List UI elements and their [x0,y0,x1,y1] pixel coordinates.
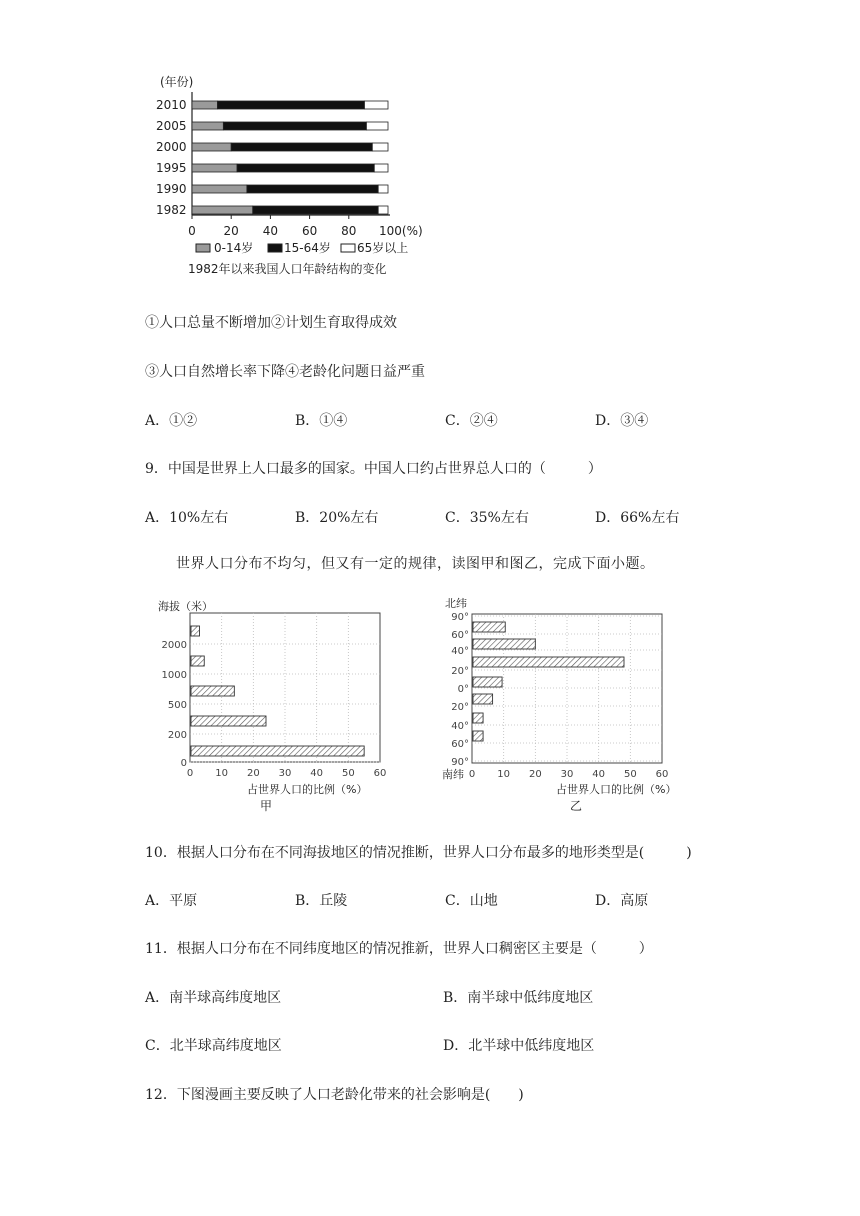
legend-label-65plus: 65岁以上 [357,241,409,255]
q10-option-a[interactable]: A．平原 [145,893,198,909]
age-bar-segment [253,206,378,214]
q12-stem: 12．下图漫画主要反映了人口老龄化带来的社会影响是( ) [145,1087,524,1103]
alt-bar [191,716,266,726]
lat-y-tick-label: 40° [451,646,469,657]
q10-option-d[interactable]: D．高原 [595,893,649,909]
q11-option-d[interactable]: D．北半球中低纬度地区 [443,1038,595,1054]
lat-bar [473,694,493,704]
altitude-chart-caption: 甲 [260,799,273,813]
q9-stem: 9．中国是世界上人口最多的国家。中国人口约占世界总人口的（ ） [145,461,602,477]
age-chart-caption: 1982年以来我国人口年龄结构的变化 [188,262,387,276]
q8-option-c[interactable]: C．②④ [445,413,498,429]
legend-swatch-15-64 [268,244,282,252]
latitude-chart-north-label: 北纬 [445,597,467,610]
q10-stem: 10．根据人口分布在不同海拔地区的情况推断，世界人口分布最多的地形类型是( ) [145,845,692,861]
alt-x-tick-label: 0 [186,768,194,779]
q10-option-c[interactable]: C．山地 [445,893,498,909]
age-year-label: 1995 [156,161,187,175]
lat-bar [473,677,502,687]
age-bar-segment [223,122,366,130]
lat-x-tick-label: 30 [560,769,574,780]
alt-y-tick-label: 0 [180,758,187,769]
lat-x-tick-label: 0 [468,769,476,780]
alt-x-tick-label: 30 [278,768,292,779]
latitude-chart-south-label: 南纬 [442,768,464,781]
q11-option-c[interactable]: C．北半球高纬度地区 [145,1038,282,1054]
alt-y-tick-label: 1000 [161,670,187,681]
lat-x-tick-label: 40 [592,769,606,780]
age-chart-x-unit: 100(%) [379,224,423,238]
alt-bar [191,626,200,636]
latitude-chart-caption: 乙 [570,799,583,813]
alt-x-tick-label: 60 [373,768,387,779]
q8-statement-2: ③人口自然增长率下降④老龄化问题日益严重 [145,364,425,380]
q8-option-d[interactable]: D．③④ [595,413,649,429]
age-x-tick-label: 80 [341,224,357,238]
altitude-chart [150,594,400,816]
q11-option-b[interactable]: B．南半球中低纬度地区 [443,990,594,1006]
lat-y-tick-label: 20° [451,702,469,713]
lat-y-tick-label: 0° [457,684,469,695]
age-bar-segment [217,101,364,109]
alt-y-tick-label: 2000 [161,640,187,651]
age-x-tick-label: 40 [262,224,279,238]
alt-x-tick-label: 50 [341,768,355,779]
q11-stem: 11．根据人口分布在不同纬度地区的情况推新，世界人口稠密区主要是（ ） [145,941,653,957]
age-bar-segment [372,143,388,151]
lat-y-tick-label: 90° [451,757,469,768]
age-bar-segment [192,143,231,151]
lat-bar [473,657,624,667]
altitude-chart-ylabel: 海拔（米） [158,600,213,613]
latitude-chart-xlabel: 占世界人口的比例（%） [556,783,677,796]
lat-y-tick-label: 60° [451,739,469,750]
legend-label-15-64: 15-64岁 [284,241,331,255]
lat-bar [473,713,483,723]
lat-x-tick-label: 60 [655,769,669,780]
alt-x-tick-label: 40 [310,768,324,779]
age-bar-segment [366,122,388,130]
q9-option-d[interactable]: D．66%左右 [595,510,680,526]
age-chart-y-unit: (年份) [160,75,194,89]
q8-option-b[interactable]: B．①④ [295,413,348,429]
alt-bar [191,746,364,756]
latitude-chart [440,594,690,816]
alt-y-tick-label: 500 [167,700,187,711]
age-year-label: 1982 [156,203,187,217]
q11-option-a[interactable]: A．南半球高纬度地区 [145,990,282,1006]
legend-swatch-65plus [341,244,355,252]
q9-option-b[interactable]: B．20%左右 [295,510,379,526]
age-bar-segment [237,164,374,172]
lat-bar [473,731,483,741]
q9-option-c[interactable]: C．35%左右 [445,510,529,526]
q8-statement-1: ①人口总量不断增加②计划生育取得成效 [145,315,397,331]
alt-bar [191,656,204,666]
lat-bar [473,639,535,649]
age-bar-segment [192,164,237,172]
age-bar-segment [192,101,217,109]
age-bar-segment [192,206,253,214]
legend-label-0-14: 0-14岁 [214,241,254,255]
age-year-label: 2000 [156,140,187,154]
age-x-tick-label: 60 [301,224,318,238]
age-bar-segment [247,185,378,193]
age-bar-segment [231,143,372,151]
age-year-label: 1990 [156,182,187,196]
lat-y-tick-label: 20° [451,666,469,677]
age-x-tick-label: 20 [223,224,239,238]
age-bar-segment [192,122,223,130]
alt-x-tick-label: 20 [246,768,260,779]
age-bar-segment [374,164,388,172]
legend-swatch-0-14 [196,244,210,252]
age-bar-segment [364,101,388,109]
lat-y-tick-label: 90° [451,612,469,623]
lat-y-tick-label: 60° [451,630,469,641]
age-x-tick-label: 0 [188,224,196,238]
age-bar-segment [378,185,388,193]
q10-option-b[interactable]: B．丘陵 [295,893,348,909]
q9-option-a[interactable]: A．10%左右 [145,510,229,526]
alt-bar [191,686,234,696]
lat-x-tick-label: 50 [623,769,637,780]
lat-bar [473,622,505,632]
lat-x-tick-label: 10 [497,769,511,780]
age-bar-segment [192,185,247,193]
lat-x-tick-label: 20 [528,769,542,780]
age-year-label: 2010 [156,98,187,112]
age-year-label: 2005 [156,119,187,133]
altitude-chart-xlabel: 占世界人口的比例（%） [247,783,368,796]
age-bar-segment [378,206,388,214]
alt-x-tick-label: 10 [215,768,229,779]
alt-y-tick-label: 200 [167,730,187,741]
age-structure-chart [150,72,423,282]
q8-option-a[interactable]: A．①② [145,413,198,429]
lat-y-tick-label: 40° [451,721,469,732]
section-intro: 世界人口分布不均匀，但又有一定的规律，读图甲和图乙，完成下面小题。 [176,556,655,572]
